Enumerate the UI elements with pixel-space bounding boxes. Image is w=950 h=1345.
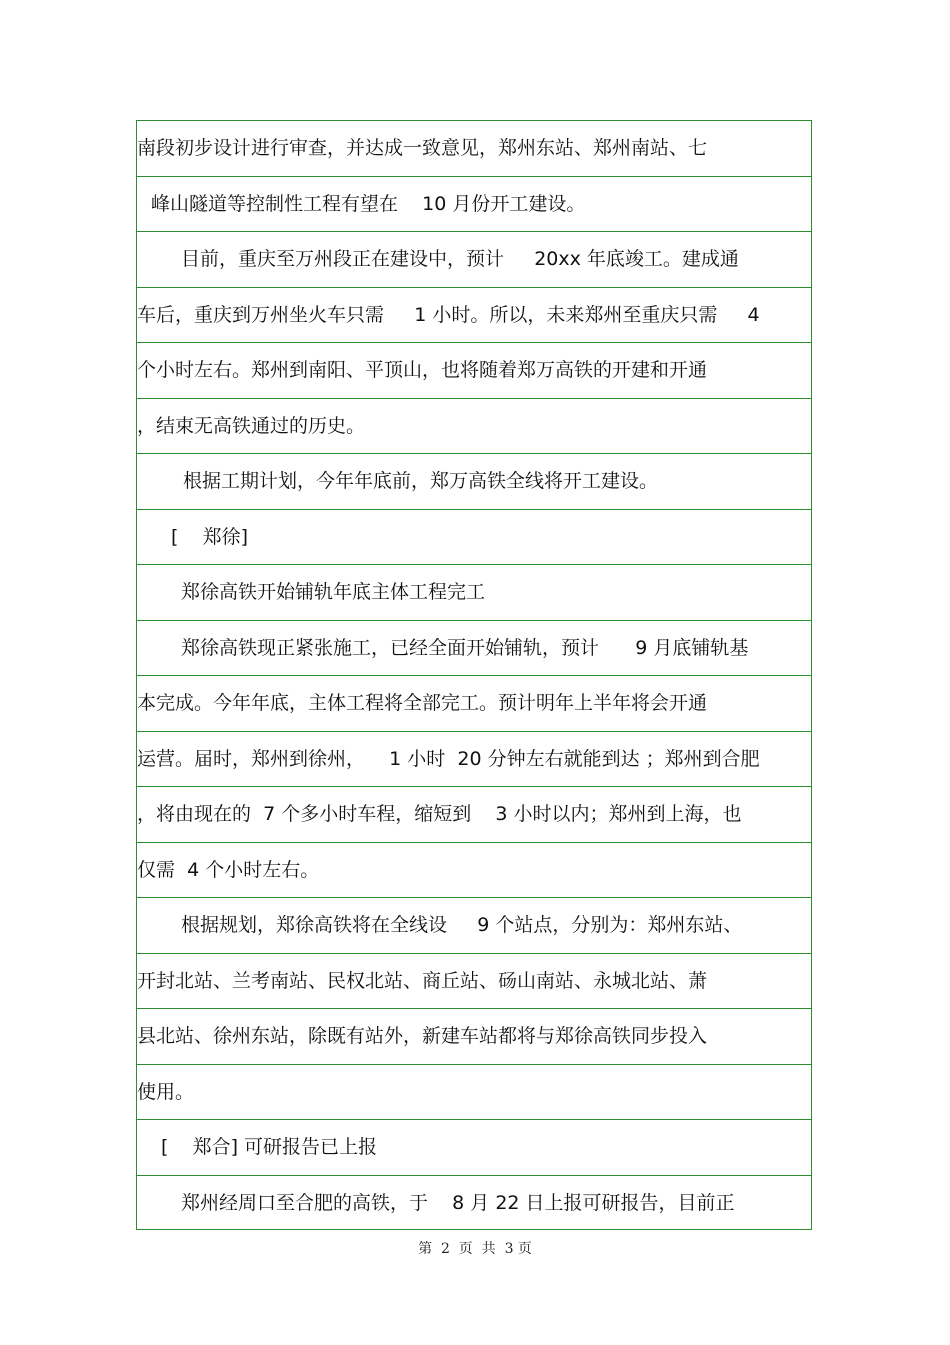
table-row — [137, 1009, 811, 1065]
table-row — [137, 1065, 811, 1121]
table-row — [137, 232, 811, 288]
table-row — [137, 343, 811, 399]
row-text: 县北站、徐州东站，除既有站外，新建车站都将与郑徐高铁同步投入 — [137, 1025, 708, 1047]
table-row — [137, 1176, 811, 1232]
row-text: 使用。 — [137, 1080, 195, 1103]
row-text: 目前，重庆至万州段正在建设中，预计 20xx 年底竣工。建成通 — [181, 248, 739, 270]
table-row — [137, 787, 811, 843]
table-row — [137, 399, 811, 455]
table-row — [137, 898, 811, 954]
row-text: 车后，重庆到万州坐火车只需 1 小时。所以，未来郑州至重庆只需 4 — [137, 303, 760, 326]
table-row — [137, 565, 811, 621]
table-row — [137, 1120, 811, 1176]
table-row — [137, 621, 811, 677]
table-row — [137, 510, 811, 566]
table-row — [137, 288, 811, 344]
table-row — [137, 676, 811, 732]
row-text: 郑徐高铁现正紧张施工，已经全面开始铺轨，预计 9 月底铺轨基 — [181, 636, 749, 659]
row-text: 根据工期计划，今年年底前，郑万高铁全线将开工建设。 — [183, 470, 659, 492]
table-row — [137, 121, 811, 177]
row-text: ，将由现在的 7 个多小时车程，缩短到 3 小时以内；郑州到上海，也 — [137, 803, 742, 825]
row-text: 个小时左右。郑州到南阳、平顶山，也将随着郑万高铁的开建和开通 — [137, 359, 708, 381]
row-text: 峰山隧道等控制性工程有望在 10 月份开工建设。 — [151, 192, 586, 215]
row-text: 根据规划，郑徐高铁将在全线设 9 个站点，分别为：郑州东站、 — [181, 914, 743, 936]
table-row — [137, 177, 811, 233]
row-text: [ 郑徐] — [171, 525, 248, 548]
row-text: 仅需 4 个小时左右。 — [137, 858, 320, 881]
row-text: 郑州经周口至合肥的高铁，于 8 月 22 日上报可研报告，目前正 — [181, 1191, 735, 1214]
row-text: 开封北站、兰考南站、民权北站、商丘站、砀山南站、永城北站、萧 — [137, 969, 708, 992]
row-text: 本完成。今年年底，主体工程将全部完工。预计明年上半年将会开通 — [137, 692, 708, 714]
page-footer: 第 2 页 共 3 页 — [418, 1241, 532, 1257]
row-text: 郑徐高铁开始铺轨年底主体工程完工 — [181, 581, 486, 603]
table-row — [137, 454, 811, 510]
document-table — [136, 120, 812, 1230]
row-text: [ 郑合] 可研报告已上报 — [161, 1136, 378, 1158]
row-text: 运营。届时，郑州到徐州， 1 小时 20 分钟左右就能到达 ；郑州到合肥 — [137, 747, 760, 770]
table-row — [137, 954, 811, 1010]
table-row — [137, 843, 811, 899]
row-text: 南段初步设计进行审查，并达成一致意见，郑州东站、郑州南站、七 — [137, 137, 708, 159]
table-row — [137, 732, 811, 788]
row-text: ，结束无高铁通过的历史。 — [137, 414, 366, 437]
